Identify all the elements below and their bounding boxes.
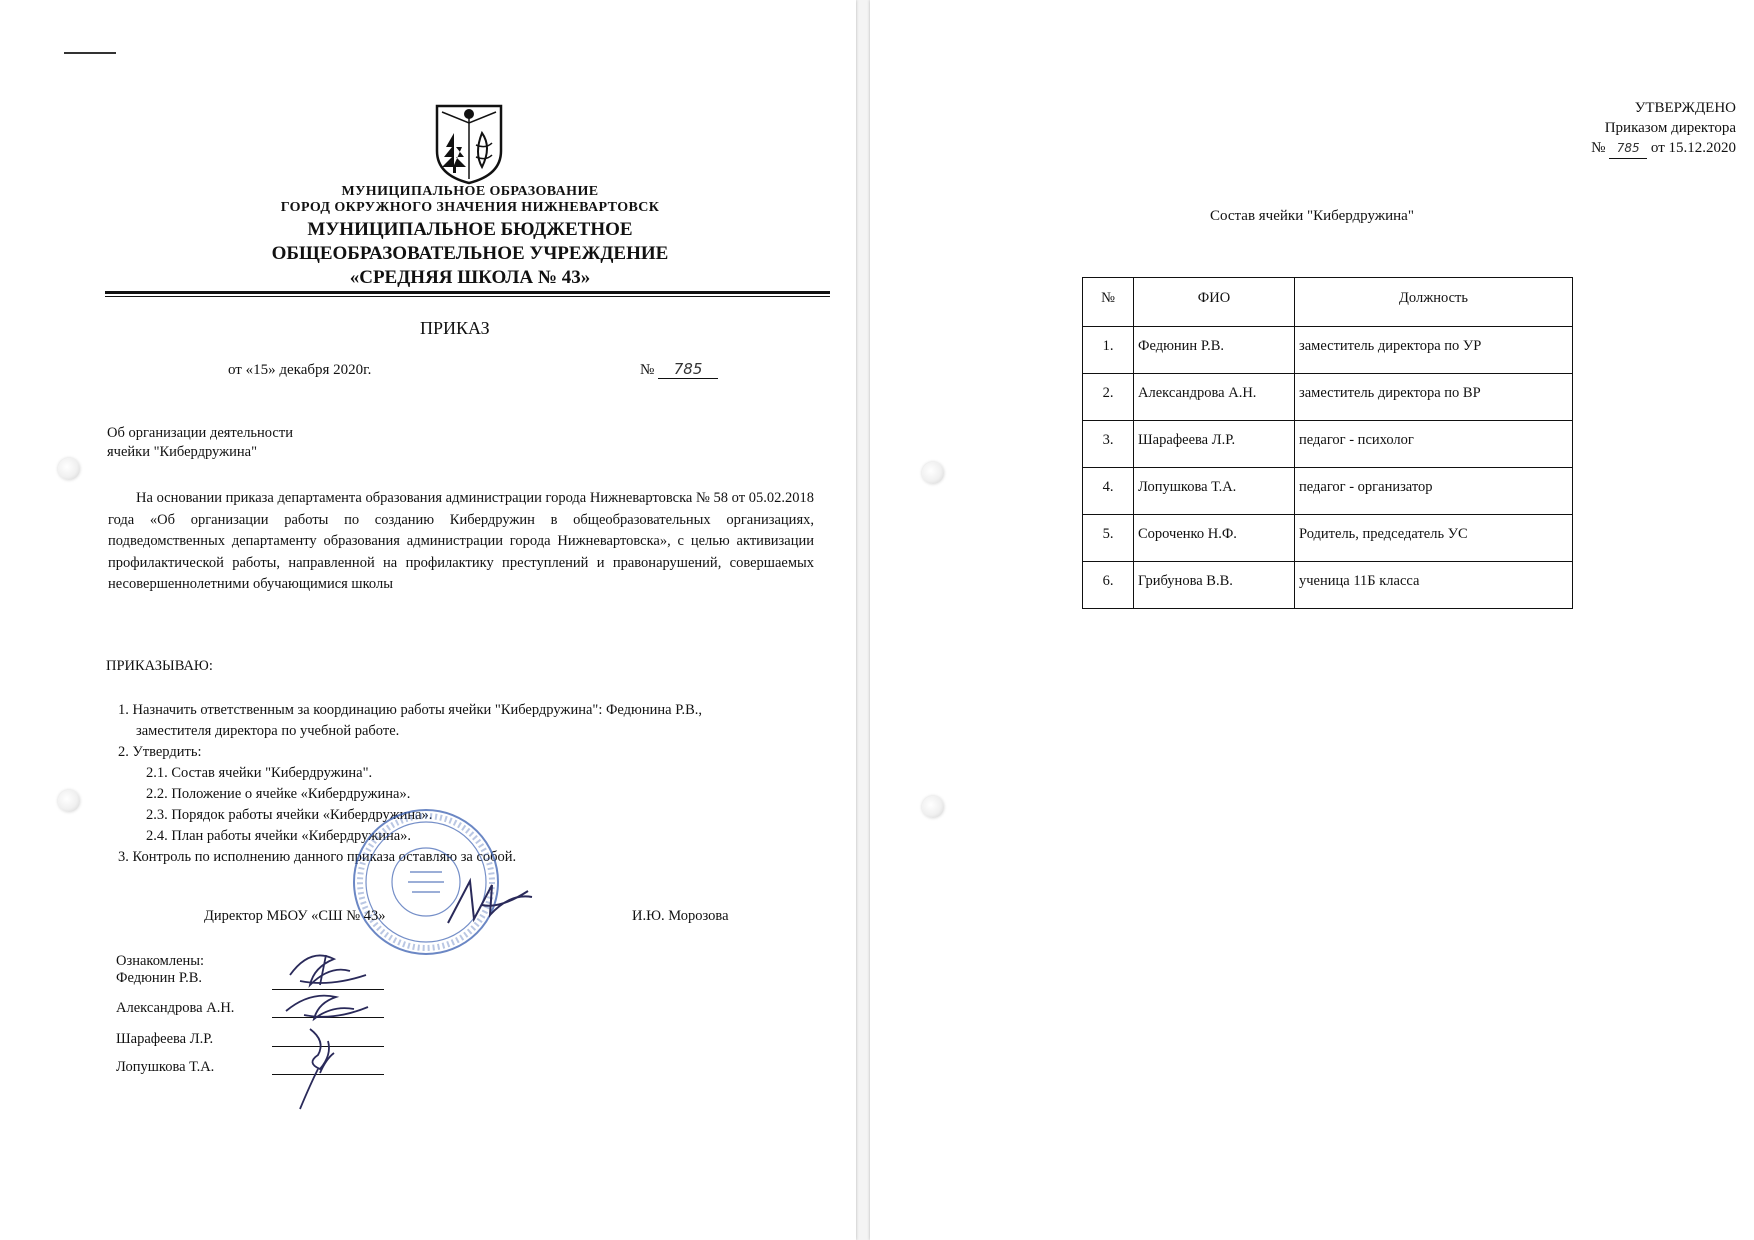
order-subject (107, 424, 293, 462)
cell-position: заместитель директора по ВР (1295, 374, 1573, 421)
punch-hole (58, 458, 80, 480)
punch-hole (922, 462, 944, 484)
subject-line: Об организации деятельности (107, 425, 293, 441)
subject-line: ячейки "Кибердружина" (107, 444, 258, 460)
table-row (1083, 374, 1573, 421)
table-header-row (1083, 278, 1573, 327)
scan-mark (64, 52, 116, 54)
school-line: «СРЕДНЯЯ ШКОЛА № 43» (349, 267, 591, 288)
familiar-label: Ознакомлены: (116, 953, 205, 969)
table-row (1083, 327, 1573, 374)
order-date: от «15» декабря 2020г. (228, 362, 372, 378)
cell-fio: Грибунова В.В. (1134, 562, 1295, 609)
cell-num: 3. (1083, 421, 1134, 468)
approved-number-label: № (1591, 140, 1606, 156)
cell-fio: Александрова А.Н. (1134, 374, 1295, 421)
order-number-value: 785 (658, 360, 718, 379)
order-item: 1. Назначить ответственным за координацию работы ячейки "Кибердружина": Федюнина Р.В., (118, 702, 703, 718)
table-row (1083, 468, 1573, 515)
cell-position: Родитель, председатель УС (1295, 515, 1573, 562)
director-signature-icon (440, 875, 540, 935)
order-item: 3. Контроль по исполнению данного приказа оставляю за собой. (118, 849, 517, 865)
familiar-person: Федюнин Р.В. (116, 970, 202, 986)
header-divider (105, 296, 830, 297)
order-subitem: 2.3. Порядок работы ячейки «Кибердружина». (146, 807, 433, 823)
order-number (640, 360, 718, 379)
order-subitem: 2.1. Состав ячейки "Кибердружина". (146, 765, 373, 781)
composition-title: Состав ячейки "Кибердружина" (1210, 208, 1414, 224)
cell-position: заместитель директора по УР (1295, 327, 1573, 374)
cell-position: педагог - организатор (1295, 468, 1573, 515)
city-emblem-icon (434, 103, 504, 185)
familiar-signatures-icon (270, 945, 390, 1115)
order-item-cont: заместителя директора по учебной работе. (136, 723, 400, 739)
order-item: 2. Утвердить: (118, 744, 202, 760)
appendix-page (870, 0, 1754, 1240)
director-name: И.Ю. Морозова (632, 908, 729, 924)
order-number-label: № (640, 362, 655, 378)
cell-fio: Лопушкова Т.А. (1134, 468, 1295, 515)
members-table (1082, 277, 1573, 609)
approved-number (1591, 138, 1736, 159)
cell-position: педагог - психолог (1295, 421, 1573, 468)
table-row (1083, 515, 1573, 562)
approved-date: от 15.12.2020 (1650, 140, 1736, 156)
header-fio: ФИО (1134, 278, 1295, 327)
approved-label: УТВЕРЖДЕНО (1634, 100, 1736, 116)
director-title: Директор МБОУ «СШ № 43» (204, 908, 386, 924)
order-subitem: 2.4. План работы ячейки «Кибердружина». (146, 828, 412, 844)
school-header (120, 218, 820, 290)
cell-fio: Федюнин Р.В. (1134, 327, 1295, 374)
order-page (0, 0, 856, 1240)
cell-num: 5. (1083, 515, 1134, 562)
cell-num: 4. (1083, 468, 1134, 515)
punch-hole (922, 796, 944, 818)
header-divider (105, 291, 830, 294)
order-title: ПРИКАЗ (420, 318, 490, 338)
cell-fio: Шарафеева Л.Р. (1134, 421, 1295, 468)
cell-num: 2. (1083, 374, 1134, 421)
cell-position: ученица 11Б класса (1295, 562, 1573, 609)
header-position: Должность (1295, 278, 1573, 327)
cell-fio: Сороченко Н.Ф. (1134, 515, 1295, 562)
org-line: МУНИЦИПАЛЬНОЕ ОБРАЗОВАНИЕ (341, 184, 599, 199)
order-subitem: 2.2. Положение о ячейке «Кибердружина». (146, 786, 411, 802)
approval-block (1591, 98, 1736, 159)
org-line: ГОРОД ОКРУЖНОГО ЗНАЧЕНИЯ НИЖНЕВАРТОВСК (280, 200, 660, 215)
school-line: МУНИЦИПАЛЬНОЕ БЮДЖЕТНОЕ (307, 219, 633, 240)
table-row (1083, 421, 1573, 468)
header-num: № (1083, 278, 1134, 327)
familiar-person: Шарафеева Л.Р. (116, 1031, 214, 1047)
familiar-person: Лопушкова Т.А. (116, 1059, 215, 1075)
familiar-person: Александрова А.Н. (116, 1000, 235, 1016)
approved-number-value: 785 (1609, 138, 1647, 159)
cell-num: 1. (1083, 327, 1134, 374)
approved-by: Приказом директора (1604, 120, 1736, 136)
punch-hole (58, 790, 80, 812)
order-directive: ПРИКАЗЫВАЮ: (106, 658, 213, 674)
order-basis: На основании приказа департамента образования администрации города Нижневартовска № 58 от 05.02.2018 года «Об организации работы по созданию Кибердружин в общеобразовательных организациях, подведомственных департаменту образования администрации города Нижневартовска», с целью активизации профилактической работы, направленной на профилактику преступлений и правонарушений, совершаемых несовершеннолетними обучающимися школы (108, 490, 814, 592)
school-line: ОБЩЕОБРАЗОВАТЕЛЬНОЕ УЧРЕЖДЕНИЕ (271, 243, 669, 264)
table-row (1083, 562, 1573, 609)
cell-num: 6. (1083, 562, 1134, 609)
org-header (120, 184, 820, 216)
